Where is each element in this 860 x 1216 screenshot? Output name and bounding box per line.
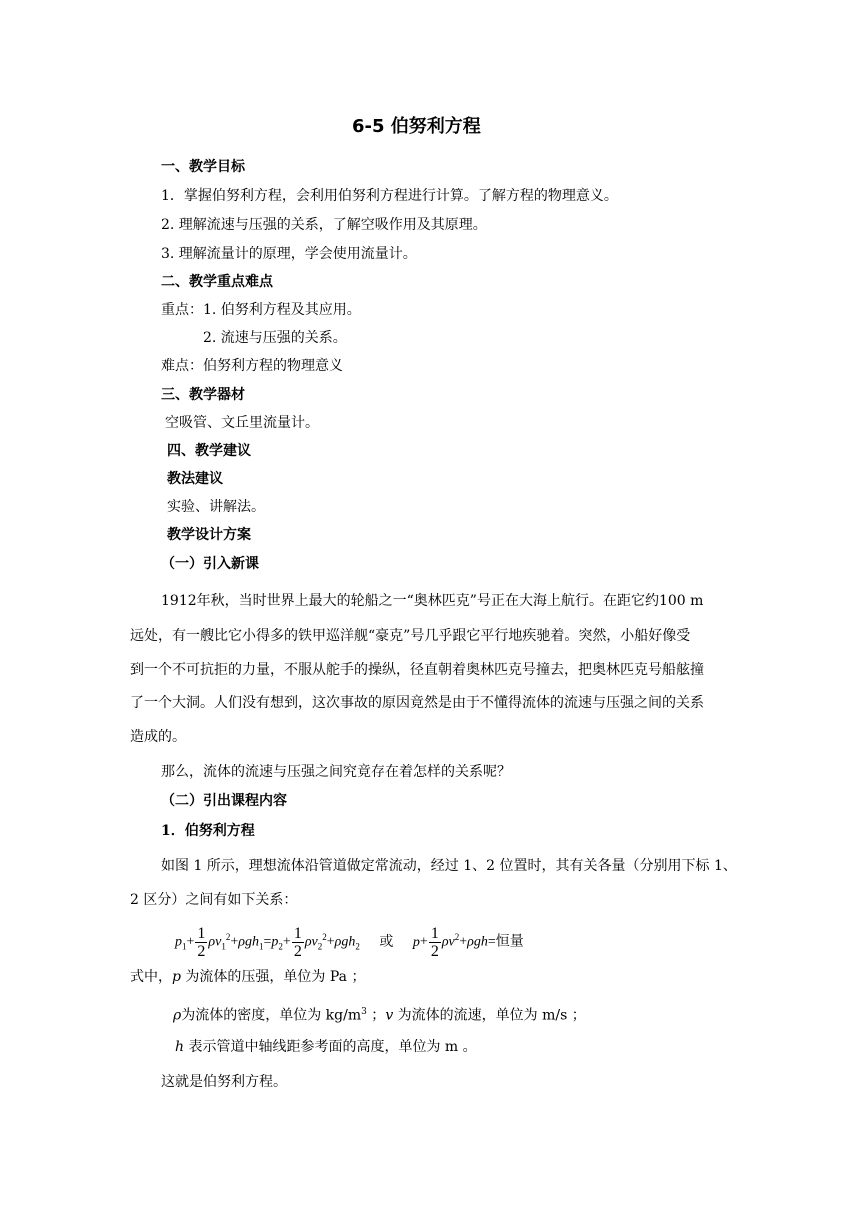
- story-line-4: 了一个大洞。人们没有想到，这次事故的原因竟然是由于不懂得流体的流速与压强之间的关系: [130, 695, 704, 711]
- conclusion: 这就是伯努利方程。: [161, 1074, 287, 1090]
- difficulty: 难点：伯努利方程的物理意义: [161, 358, 343, 374]
- goal-2: 2. 理解流速与压强的关系，了解空吸作用及其原理。: [161, 217, 487, 233]
- story-line-2: 远处，有一艘比它小得多的铁甲巡洋舰“豪克”号几乎跟它平行地疾驰着。突然，小船好像受: [130, 628, 691, 644]
- half-fraction: $\frac{1}{2}$: [197, 924, 206, 960]
- definition-p: 式中，p 为流体的压强，单位为 Pa ；: [130, 969, 366, 985]
- intro-heading: （一）引入新课: [161, 556, 259, 572]
- half-fraction: $\frac{1}{2}$: [293, 924, 302, 960]
- key-point-1: 重点：1. 伯努利方程及其应用。: [161, 302, 361, 318]
- goals-heading: 一、教学目标: [161, 159, 245, 175]
- story-line-3: 到一个不可抗拒的力量，不服从舵手的操纵，径直朝着奥林匹克号撞去，把奥林匹克号船舷撞: [130, 662, 704, 678]
- content-heading: （二）引出课程内容: [161, 793, 287, 809]
- bernoulli-equation: $p_1+$ $\frac{1}{2}$ $\rho v_1^2+\rho gh_1=p_2+$ $\frac{1}{2}$ $\rho v_2^2+\rho gh_2$ 或 p+ $\frac{1}{2}$ $\rho v^2+\rho gh=$恒量: [175, 924, 524, 960]
- figure-text-1: 如图 1 所示，理想流体沿管道做定常流动，经过 1、2 位置时，其有关各量（分别用下标 1、: [161, 858, 737, 874]
- question: 那么，流体的流速与压强之间究竟存在着怎样的关系呢？: [161, 764, 511, 780]
- page-title: 6-5 伯努利方程: [352, 116, 481, 137]
- goal-1: 1．掌握伯努利方程，会利用伯努利方程进行计算。了解方程的物理意义。: [161, 188, 618, 204]
- goal-3: 3. 理解流量计的原理，学会使用流量计。: [161, 246, 417, 262]
- definition-h: h 表示管道中轴线距参考面的高度，单位为 m 。: [175, 1039, 477, 1055]
- key-heading: 二、教学重点难点: [161, 274, 273, 290]
- design-heading: 教学设计方案: [167, 527, 251, 543]
- bernoulli-heading: 1．伯努利方程: [161, 823, 255, 839]
- equipment: 空吸管、文丘里流量计。: [165, 415, 319, 431]
- method-heading: 教法建议: [167, 471, 223, 487]
- half-fraction: $\frac{1}{2}$: [430, 924, 439, 960]
- advice-heading: 四、教学建议: [167, 443, 251, 459]
- story-line-1: 1912年秋，当时世界上最大的轮船之一“奥林匹克”号正在大海上航行。在距它约100 m: [161, 593, 704, 609]
- figure-text-2: 2 区分）之间有如下关系：: [130, 892, 298, 908]
- story-line-5: 造成的。: [130, 729, 186, 745]
- equipment-heading: 三、教学器材: [161, 387, 245, 403]
- method-text: 实验、讲解法。: [167, 499, 265, 515]
- key-point-2: 2. 流速与压强的关系。: [203, 330, 347, 346]
- definition-rho-v: ρ为流体的密度，单位为 $kg/m^3$ ；v 为流体的流速，单位为 m/s ；: [173, 1007, 586, 1024]
